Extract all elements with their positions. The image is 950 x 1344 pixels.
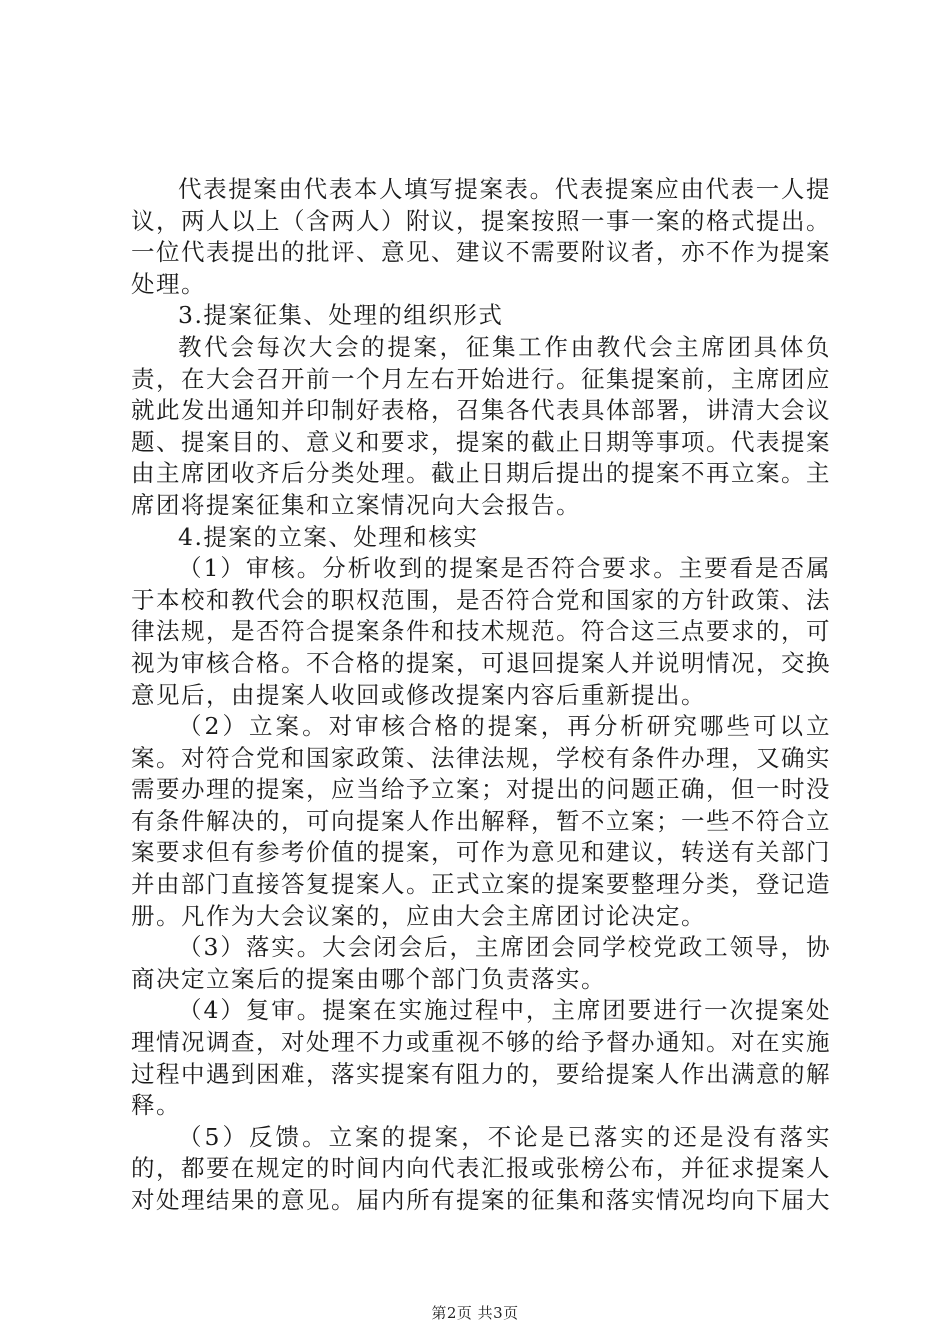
section-heading-3: 3.提案征集、处理的组织形式 <box>178 301 504 330</box>
paragraph-re-review: （4）复审。提案在实施过程中，主席团要进行一次提案处理情况调查，对处理不力或重视不够的给予督办通知。对在实施过程中遇到困难，落实提案有阻力的，要给提案人作出满意的解释。 <box>131 996 831 1120</box>
page-footer: 第2页 共3页 <box>431 1304 519 1322</box>
paragraph-filing: （2）立案。对审核合格的提案，再分析研究哪些可以立案。对符合党和国家政策、法律法规，学校有条件办理，又确实需要办理的提案，应当给予立案；对提出的问题正确，但一时没有条件解决的，可向提案人作出解释，暂不立案；一些不符合立案要求但有参考价值的提案，可作为意见和建议，转送有关部门并由部门直接答复提案人。正式立案的提案要整理分类，登记造册。凡作为大会议案的，应由大会主席团讨论决定。 <box>131 712 831 930</box>
section-heading-4: 4.提案的立案、处理和核实 <box>178 522 479 551</box>
paragraph-implementation: （3）落实。大会闭会后，主席团会同学校党政工领导，协商决定立案后的提案由哪个部门负责落实。 <box>131 933 831 993</box>
document-body <box>131 174 831 1217</box>
paragraph-collection: 教代会每次大会的提案，征集工作由教代会主席团具体负责，在大会召开前一个月左右开始进行。征集提案前，主席团应就此发出通知并印制好表格，召集各代表具体部署，讲清大会议题、提案目的、意义和要求，提案的截止日期等事项。代表提案由主席团收齐后分类处理。截止日期后提出的提案不再立案。主席团将提案征集和立案情况向大会报告。 <box>131 332 831 519</box>
paragraph-proposal-form: 代表提案由代表本人填写提案表。代表提案应由代表一人提议，两人以上（含两人）附议，提案按照一事一案的格式提出。一位代表提出的批评、意见、建议不需要附议者，亦不作为提案处理。 <box>131 175 831 298</box>
paragraph-feedback: （5）反馈。立案的提案，不论是已落实的还是没有落实的，都要在规定的时间内向代表汇报或张榜公布，并征求提案人对处理结果的意见。届内所有提案的征集和落实情况均向下届大 <box>131 1122 831 1214</box>
paragraph-review: （1）审核。分析收到的提案是否符合要求。主要看是否属于本校和教代会的职权范围，是否符合党和国家的方针政策、法律法规，是否符合提案条件和技术规范。符合这三点要求的，可视为审核合格。不合格的提案，可退回提案人并说明情况，交换意见后，由提案人收回或修改提案内容后重新提出。 <box>131 554 831 709</box>
